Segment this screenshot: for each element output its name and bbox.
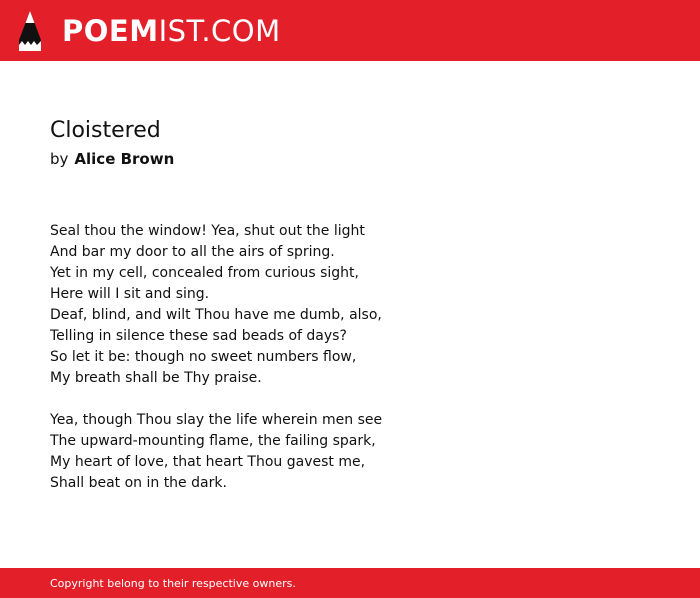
site-logo-text [62,10,281,52]
site-header [0,0,700,61]
poem-line: The upward-mounting flame, the failing spark, [50,433,376,449]
byline [50,148,650,170]
stanza-1 [50,221,650,389]
poem-line: Here will I sit and sing. [50,286,210,302]
poem-line: Yet in my cell, concealed from curious sight, [50,265,359,281]
poem-line: And bar my door to all the airs of spring. [50,244,335,260]
logo-text-light: IST.COM [158,14,281,48]
poem-line: Deaf, blind, and wilt Thou have me dumb, also, [50,307,382,323]
copyright-text: Copyright belong to their respective owners. [50,577,296,590]
poem-line: Seal thou the window! Yea, shut out the light [50,223,365,239]
poem-content [50,116,650,515]
author-link[interactable]: Alice Brown [74,150,175,168]
poem-line: Telling in silence these sad beads of days? [50,328,347,344]
stanza-2 [50,410,650,494]
site-logo-link[interactable] [18,10,281,52]
poem-line: So let it be: though no sweet numbers flow, [50,349,357,365]
byline-label: by [50,150,69,168]
poem-line: My heart of love, that heart Thou gavest me, [50,454,366,470]
pencil-icon [18,10,42,52]
poem-line: My breath shall be Thy praise. [50,370,262,386]
poem-title: Cloistered [50,118,161,143]
poem-line: Shall beat on in the dark. [50,475,227,491]
logo-text-bold: POEM [62,14,159,48]
poem-line: Yea, though Thou slay the life wherein men see [50,412,383,428]
site-footer [0,568,700,598]
poem-body [50,221,650,494]
